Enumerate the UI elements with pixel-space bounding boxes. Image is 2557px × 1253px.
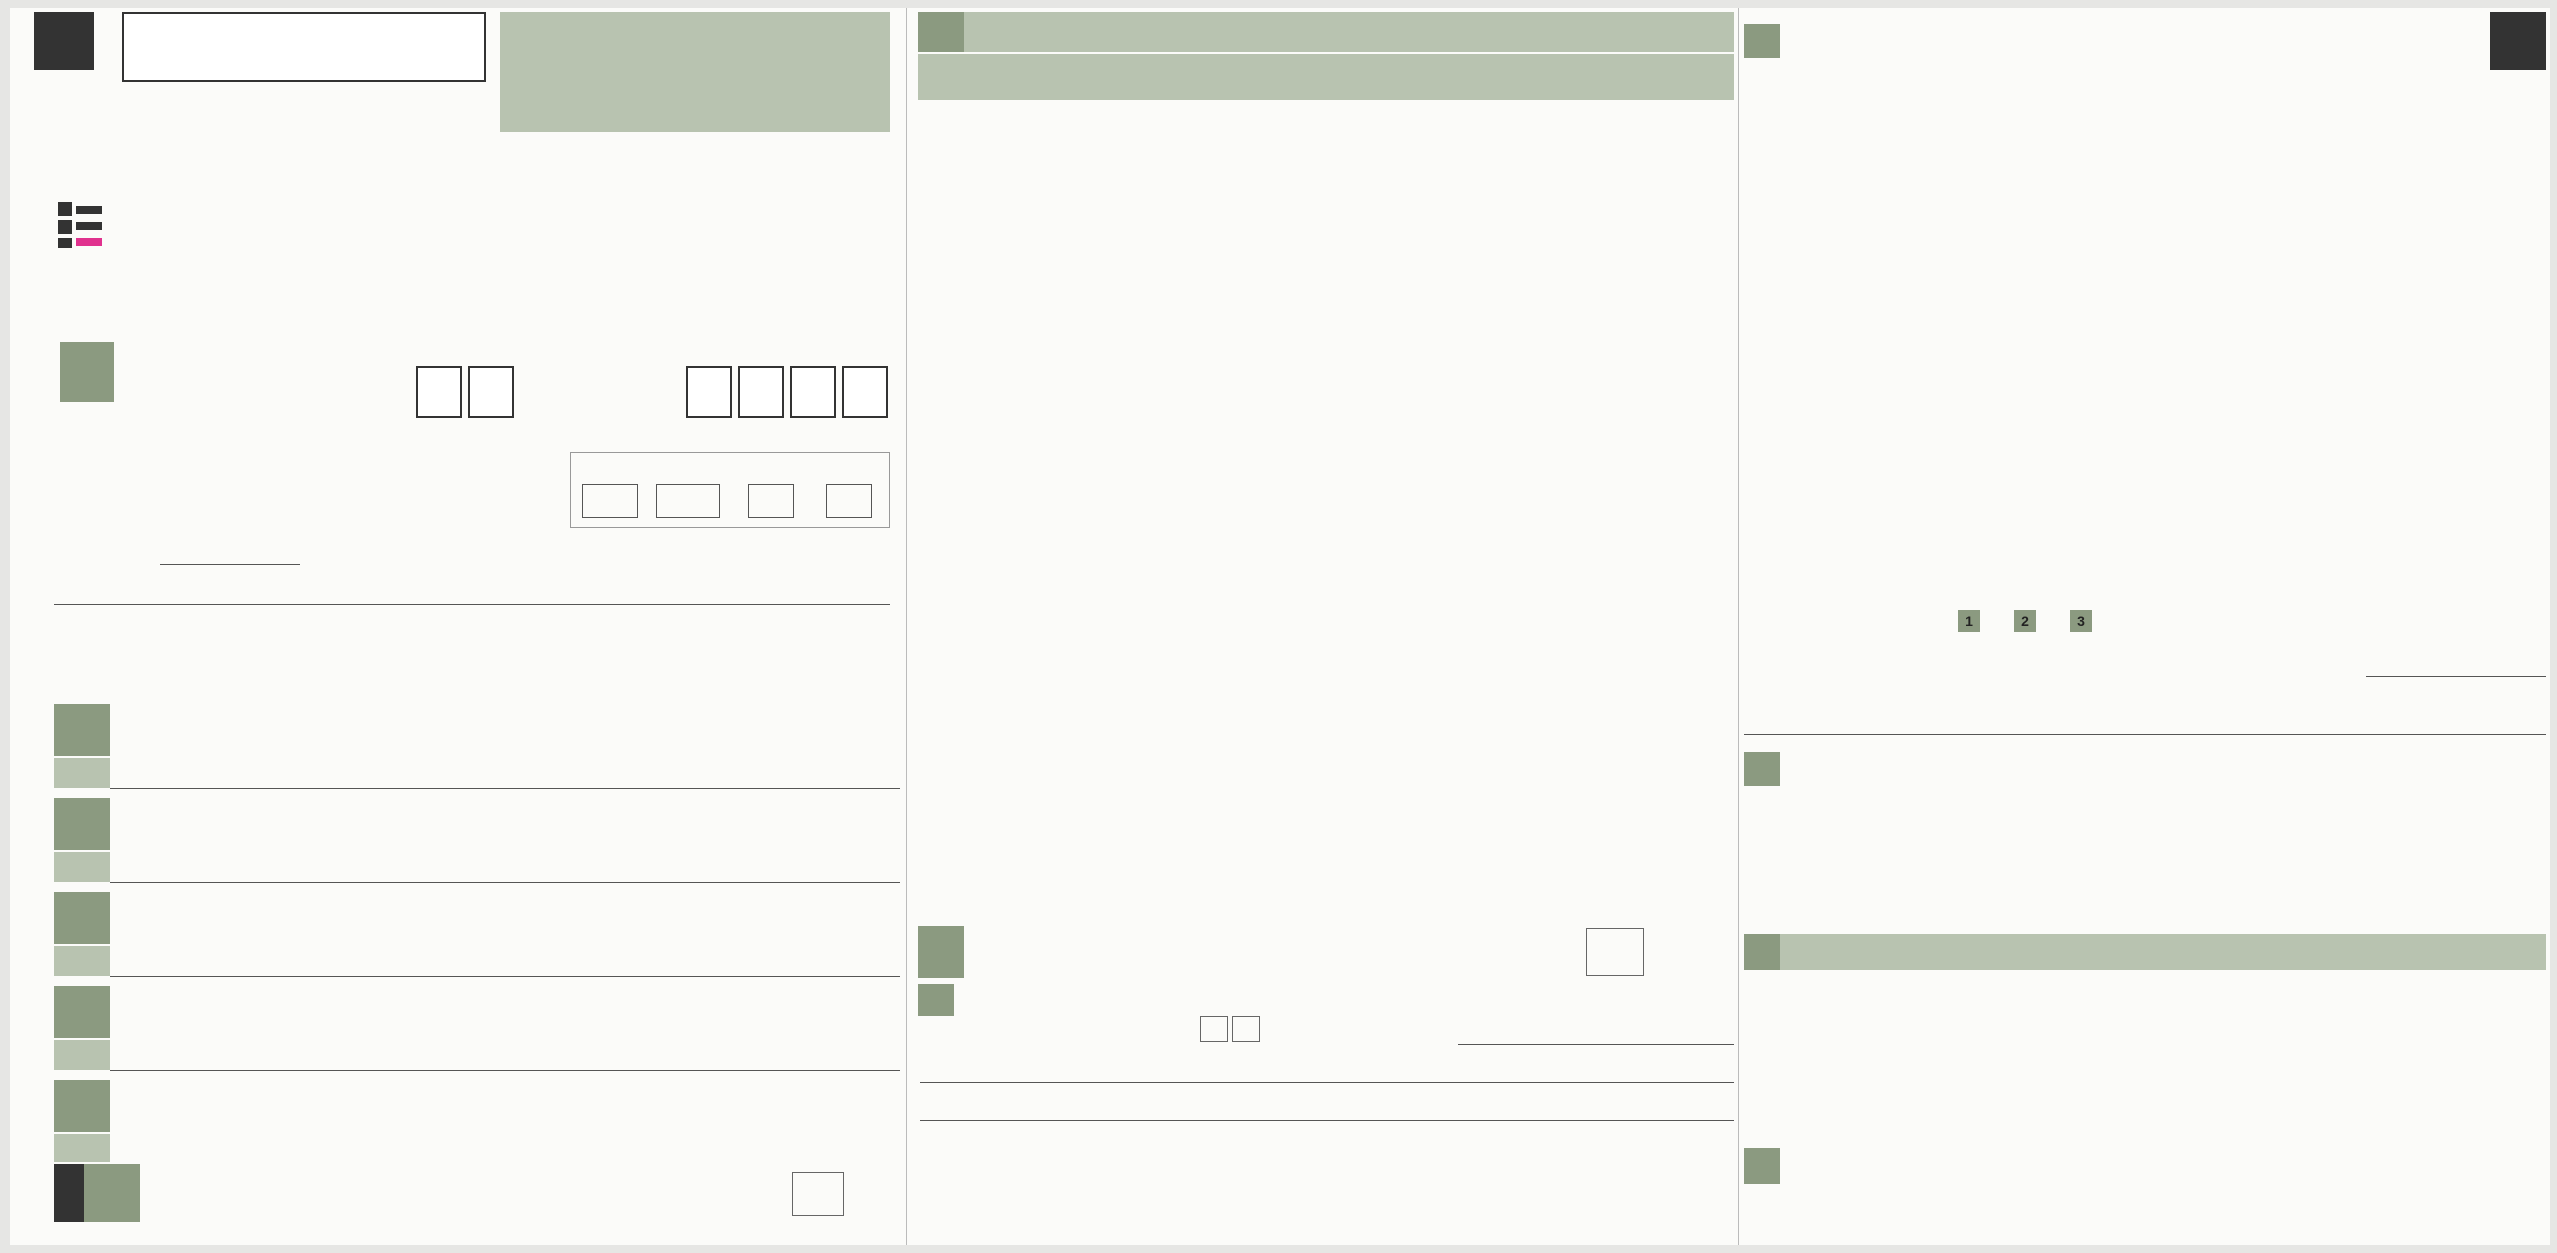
section-11-badge — [1744, 24, 1780, 58]
section-13-badge — [1744, 934, 1780, 970]
seccion-digit — [738, 366, 784, 418]
section-8-columns — [918, 54, 1734, 100]
section-3 — [54, 794, 900, 886]
section-1-badge — [60, 342, 114, 402]
acta-title-block — [500, 12, 890, 132]
section-8-badge — [918, 12, 964, 52]
section-7-badge — [84, 1164, 140, 1222]
basica-box[interactable] — [582, 484, 638, 518]
extra-box[interactable] — [748, 484, 794, 518]
section-8-rows — [918, 102, 1734, 922]
seccion-digit — [842, 366, 888, 418]
legend: 1 2 3 — [1958, 610, 2100, 632]
section-10-badge — [918, 984, 954, 1016]
section-10 — [918, 984, 1734, 1234]
section-9 — [918, 926, 1734, 978]
extra-contigua-box[interactable] — [826, 484, 872, 518]
section-4 — [54, 888, 900, 980]
section-5 — [54, 982, 900, 1074]
section-11-rows — [1748, 90, 2546, 594]
section-6 — [54, 1076, 900, 1162]
section-13-rows — [1744, 970, 2546, 1134]
contigua-box[interactable] — [656, 484, 720, 518]
section-3-badge — [54, 798, 110, 850]
section-9-si[interactable] — [1586, 928, 1644, 976]
corner-mark — [34, 12, 94, 70]
distrito-digit — [416, 366, 462, 418]
section-2-badge — [54, 704, 110, 756]
section-5-badge — [54, 986, 110, 1038]
folio-number — [122, 12, 486, 82]
section-7 — [54, 1164, 900, 1222]
acta-document — [10, 8, 2550, 1245]
section-10-no[interactable] — [1232, 1016, 1260, 1042]
section-13-header — [1744, 934, 2546, 970]
section-14-badge — [1744, 1148, 1780, 1184]
section-6-badge — [54, 1080, 110, 1132]
distrito-digit — [468, 366, 514, 418]
sections-2-6 — [54, 700, 900, 1162]
corner-mark-right — [2490, 12, 2546, 70]
seccion-digit — [790, 366, 836, 418]
section-2 — [54, 700, 900, 792]
seccion-digit — [686, 366, 732, 418]
institute-logo — [54, 200, 116, 256]
section-10-si[interactable] — [1200, 1016, 1228, 1042]
protest-grid — [1744, 814, 2546, 918]
section-4-badge — [54, 892, 110, 944]
section-8-header — [918, 12, 1734, 52]
section-7-si[interactable] — [792, 1172, 844, 1216]
section-12-badge — [1744, 752, 1780, 786]
section-9-badge — [918, 926, 964, 978]
